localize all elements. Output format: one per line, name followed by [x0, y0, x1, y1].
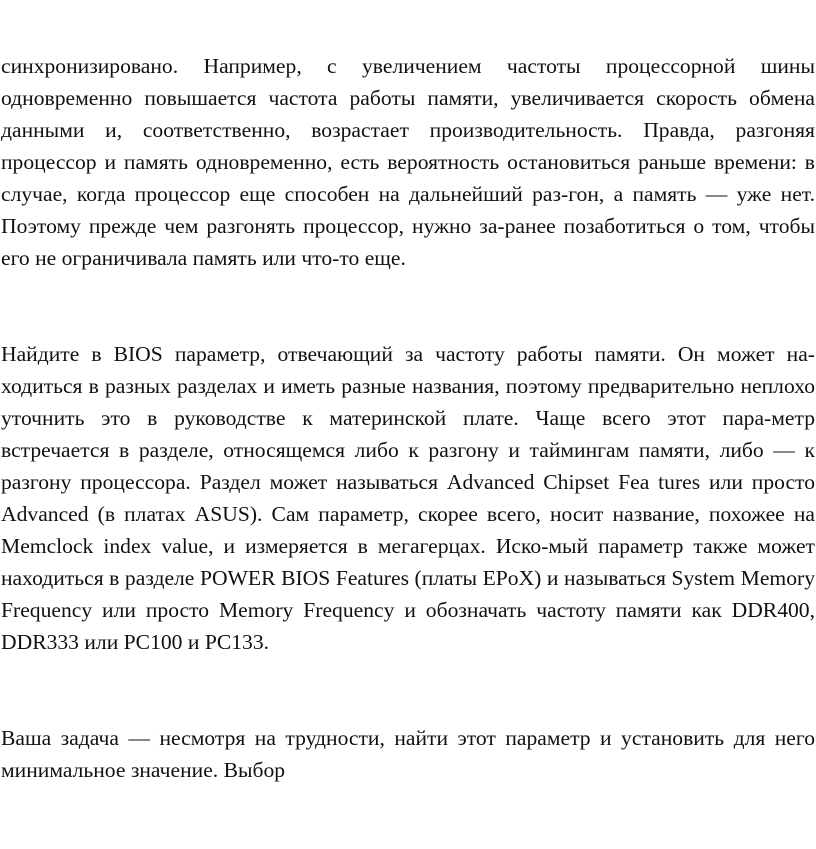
- document-page: [0, 50, 816, 786]
- paragraph-1: синхронизировано. Например, с увеличением частоты процессорной шины одновременно повышается частота работы памяти, увеличивается скорость обмена данными и, соответственно, возрастает производительность. Правда, разгоняя процессор и память одновременно, есть вероятность остановиться раньше времени: в случае, когда процессор еще способен на дальнейший раз-гон, а память — уже нет. Поэтому прежде чем разгонять процессор, нужно за-ранее позаботиться о том, чтобы его не ограничивала память или что-то еще.: [1, 54, 815, 270]
- paragraph-2: Найдите в BIOS параметр, отвечающий за частоту работы памяти. Он может на-ходиться в разных разделах и иметь разные названия, поэтому предварительно неплохо уточнить это в руководстве к материнской плате. Чаще всего этот пара-метр встречается в разделе, относящемся либо к разгону и таймингам памяти, либо — к разгону процессора. Раздел может называться Advanced Chipset Fea tures или просто Advanced (в платах ASUS). Сам параметр, скорее всего, носит название, похожее на Memclock index value, и измеряется в мегагерцах. Иско-мый параметр также может находиться в разделе POWER BIOS Features (платы EPoX) и называться System Memory Frequency или просто Memory Frequency и обозначать частоту памяти как DDR400, DDR333 или PC100 и PC133.: [1, 342, 815, 654]
- paragraph-3: Ваша задача — несмотря на трудности, найти этот параметр и установить для него минимальное значение. Выбор: [1, 726, 815, 782]
